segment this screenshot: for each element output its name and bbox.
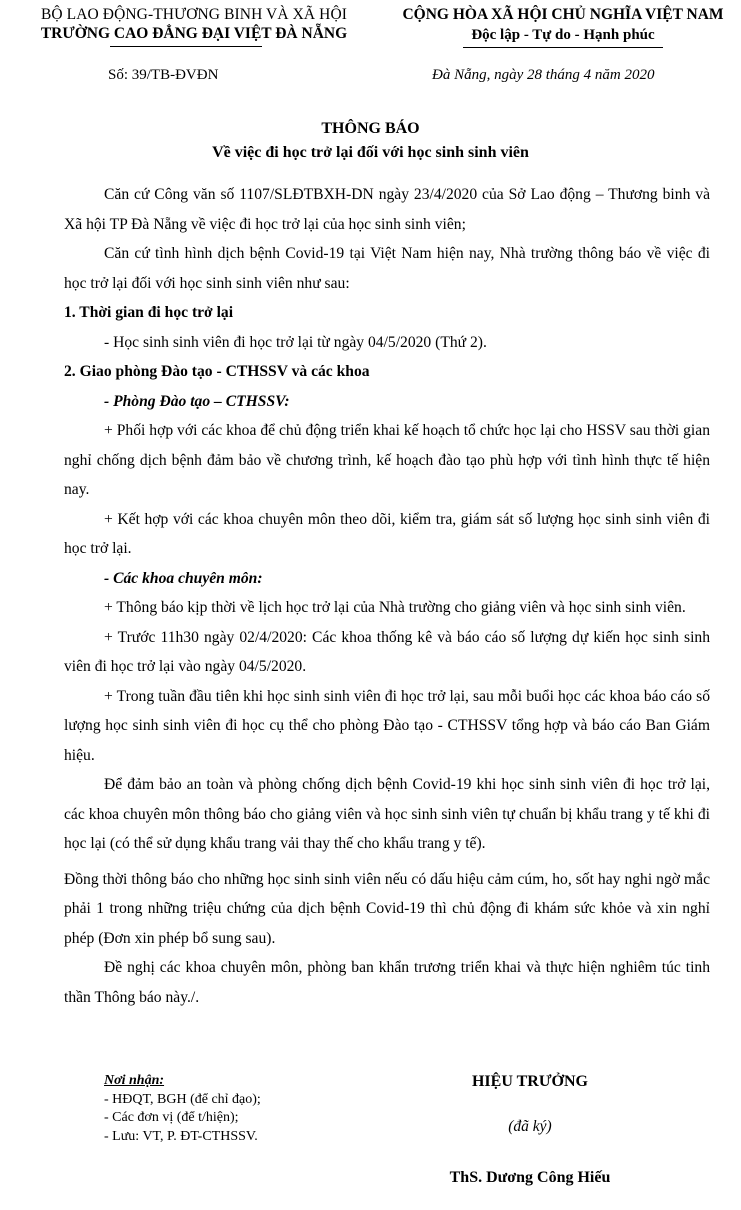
subsection-heading: - Phòng Đào tạo – CTHSSV: (104, 392, 290, 410)
recipients-block (104, 1072, 261, 1146)
recipient-item: - HĐQT, BGH (để chỉ đạo); (104, 1091, 261, 1107)
issuer-block (14, 6, 374, 44)
section-heading: 2. Giao phòng Đào tạo - CTHSSV và các khoa (64, 363, 370, 380)
recipient-item: - Các đơn vị (để t/hiện); (104, 1110, 239, 1125)
recipient-item: - Lưu: VT, P. ĐT-CTHSSV. (104, 1128, 258, 1144)
document-date: Đà Nẵng, ngày 28 tháng 4 năm 2020 (432, 67, 655, 83)
national-block (392, 5, 734, 48)
school-name: TRƯỜNG CAO ĐẲNG ĐẠI VIỆT ĐÀ NẴNG (40, 25, 348, 42)
document-number: Số: 39/TB-ĐVĐN (108, 67, 219, 83)
document-subtitle: Về việc đi học trở lại đối với học sinh sinh viên (212, 144, 529, 161)
signer-title: HIỆU TRƯỞNG (471, 1073, 588, 1090)
paragraph: Để đảm bảo an toàn và phòng chống dịch bệnh Covid-19 khi học sinh sinh viên đi học trở lại, các khoa chuyên môn thông báo cho giảng viên và học sinh sinh viên tự chuẩn bị khẩu trang y tế khi đi học lại (có thể sử dụng khẩu trang vải thay thế cho khẩu trang y tế). (64, 776, 710, 852)
signed-note: (đã ký) (508, 1118, 552, 1135)
nation-name: CỘNG HÒA XÃ HỘI CHỦ NGHĨA VIỆT NAM (402, 6, 724, 23)
document-title: THÔNG BÁO (321, 120, 420, 137)
recipients-label: Nơi nhận: (104, 1073, 165, 1088)
list-item: - Học sinh sinh viên đi học trở lại từ ngày 04/5/2020 (Thứ 2). (104, 333, 487, 351)
paragraph: Căn cứ Công văn số 1107/SLĐTBXH-DN ngày 23/4/2020 của Sở Lao động – Thương binh và Xã hội TP Đà Nẵng về việc đi học trở lại của học sinh sinh viên; (64, 186, 710, 233)
paragraph: Đề nghị các khoa chuyên môn, phòng ban khẩn trương triển khai và thực hiện nghiêm túc tinh thần Thông báo này./. (64, 959, 710, 1006)
motto: Độc lập - Tự do - Hạnh phúc (471, 27, 655, 43)
paragraph: Đồng thời thông báo cho những học sinh sinh viên nếu có dấu hiệu cảm cúm, ho, sốt hay nghi ngờ mắc phải 1 trong những triệu chứng của dịch bệnh Covid-19 thì chủ động đi khám sức khỏe và xin nghỉ phép (Đơn xin phép bổ sung sau). (64, 870, 710, 947)
ministry-name: BỘ LAO ĐỘNG-THƯƠNG BINH VÀ XÃ HỘI (40, 6, 348, 23)
paragraph: Căn cứ tình hình dịch bệnh Covid-19 tại Việt Nam hiện nay, Nhà trường thông báo về việc đi học trở lại đối với học sinh sinh viên như sau: (64, 245, 710, 292)
list-item: + Trong tuần đầu tiên khi học sinh sinh viên đi học trở lại, sau mỗi buổi học các khoa báo cáo số lượng học sinh sinh viên đi học cụ thể cho phòng Đào tạo - CTHSSV tổng hợp và báo cáo Ban Giám hiệu. (64, 687, 710, 764)
list-item: + Phối hợp với các khoa để chủ động triển khai kế hoạch tổ chức học lại cho HSSV sau thời gian nghỉ chống dịch bệnh đảm bảo về chương trình, kế hoạch đào tạo phù hợp với tình hình thực tế hiện nay. (64, 422, 710, 498)
list-item: + Kết hợp với các khoa chuyên môn theo dõi, kiểm tra, giám sát số lượng học sinh sinh viên đi học trở lại. (64, 510, 710, 557)
list-item: + Thông báo kịp thời về lịch học trở lại của Nhà trường cho giảng viên và học sinh sinh viên. (104, 599, 686, 616)
school-underline (110, 46, 262, 47)
signature-block (425, 1070, 635, 1190)
motto-underline (463, 47, 663, 48)
list-item: + Trước 11h30 ngày 02/4/2020: Các khoa thống kê và báo cáo số lượng dự kiến học sinh sinh viên đi học trở lại vào ngày 04/5/2020. (64, 628, 710, 675)
section-heading: 1. Thời gian đi học trở lại (64, 304, 234, 321)
document-body (64, 180, 710, 1012)
signer-name: ThS. Dương Công Hiếu (449, 1169, 611, 1186)
subsection-heading: - Các khoa chuyên môn: (104, 569, 263, 587)
